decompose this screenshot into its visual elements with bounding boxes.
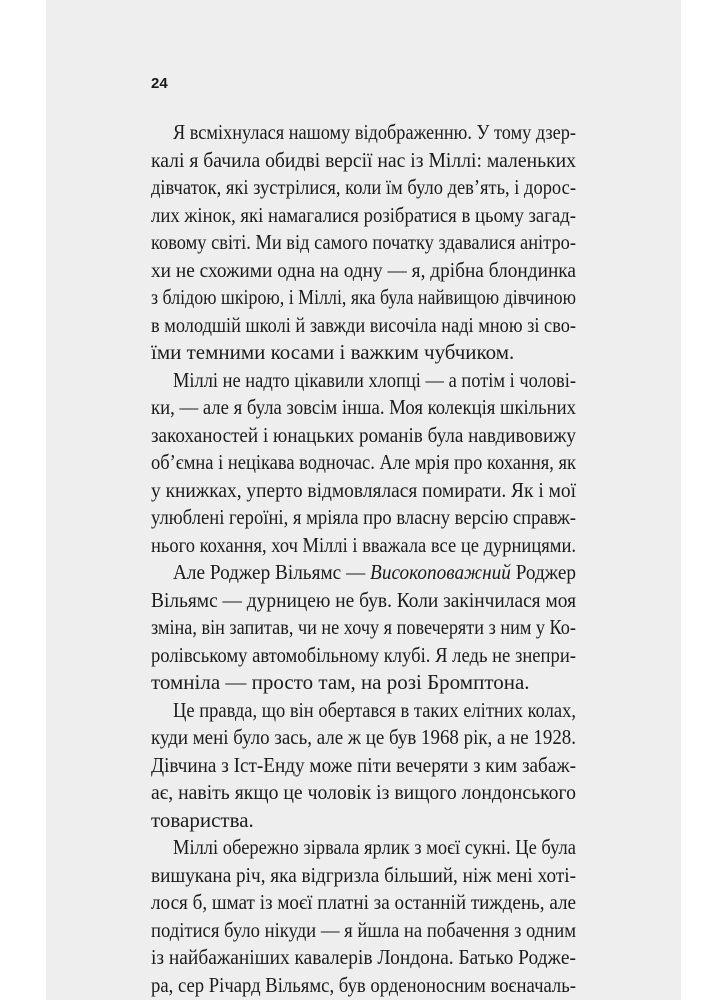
text-line [46,614,681,642]
text-line [46,339,681,367]
text-line-content: улюблені героїні, я мріяла про власну версію справж- [151,505,577,529]
text-line [46,752,681,780]
text-line-content: їми темними косами і важким чубчиком. [151,340,515,364]
text-line-content: закоханостей і юнацьких романів була навдивовижу [151,422,576,447]
text-line-content: Міллі не надто цікавили хлопці — а потім і чолові- [173,367,577,392]
text-line-content: в молодшій школі й завжди височіла наді мною зі сво- [151,312,577,337]
text-line-content: з блідою шкірою, і Міллі, яка була найвищою дівчиною [151,285,577,309]
text-line [46,834,681,862]
text-line-content: вишукана річ, яка відгризла більший, ніж мені хоті- [151,862,576,887]
italic-text-run: Високоповажний [370,560,511,584]
text-line [46,917,681,945]
text-line-content: подітися було нікуди — я йшла на побачення з одним [151,917,576,942]
text-line [46,394,681,422]
page-number: 24 [151,75,168,92]
text-line [46,642,681,670]
text-line [46,312,681,340]
text-line [46,862,681,890]
text-line [46,257,681,285]
text-line-content: зміна, він запитав, чи не хочу я повечеряти з ним у Ко- [151,615,576,639]
text-line [46,972,681,1000]
text-line [46,202,681,230]
text-line [46,559,681,587]
text-line [46,174,681,202]
text-line-content: ролівському автомобільному клубі. Я ледь не знепри- [151,642,577,667]
text-line-content: Я всміхнулася нашому відображенню. У тому дзер- [173,120,576,144]
text-line [46,697,681,725]
text-line-content: у книжках, уперто відмовлялася помирати. Як і мої [151,477,576,502]
text-line-content: ає, навіть якщо це чоловік із вищого лондонського [151,780,577,804]
text-line-content: Міллі обережно зірвала ярлик з моєї сукні. Це була [173,835,576,859]
text-line-content: куди мені було зась, але ж це був 1968 рік, а не 1928. [151,725,577,749]
text-line-content: об’ємна і нецікава водночас. Але мрія про кохання, як [151,450,576,474]
text-line [46,724,681,752]
text-line [46,449,681,477]
text-line [46,477,681,505]
text-line-content: товариства. [151,807,254,832]
text-line-content: ковому світі. Ми від самого початку здавалися анітро- [151,230,576,254]
book-page [46,0,681,1000]
text-line-content: лих жінок, які намагалися розібратися в цьому загад- [151,202,576,227]
text-line-content: Дівчина з Іст-Енду може піти вечеряти з ким забаж- [151,752,576,777]
text-run: Роджер [510,560,577,584]
text-run: Але Роджер Вільямс — [173,560,371,584]
text-line-content: дівчаток, які зустрілися, коли їм було дев’ять, і дорос- [151,175,576,199]
text-line-content: Це правда, що він обертався в таких елітних колах, [173,697,577,722]
text-line [46,532,681,560]
text-line [46,147,681,175]
text-line [46,119,681,147]
text-line [46,367,681,395]
text-line [46,229,681,257]
text-line [46,779,681,807]
text-line [46,587,681,615]
text-line-content: ки, — але я була зовсім інша. Моя колекція шкільних [151,395,576,419]
text-line-content: Вільямс — дурницею не був. Коли закінчилася моя [151,587,577,612]
body-text [46,119,681,999]
text-line [46,422,681,450]
text-line-content: хи не схожими одна на одну — я, дрібна блондинка [151,257,576,282]
text-line-content: із найбажаніших кавалерів Лондона. Батько Роджe- [151,945,576,969]
text-line [46,504,681,532]
text-line-content: томніла — просто там, на розі Бромптона. [151,670,530,694]
text-line [46,889,681,917]
text-line-content: лося б, шмат із моєї платні за останній тиждень, але [151,890,576,914]
text-line-content [173,559,576,587]
text-line [46,669,681,697]
text-line [46,807,681,835]
text-line [46,284,681,312]
text-line [46,944,681,972]
text-line-content: нього кохання, хоч Міллі і вважала все це дурницями. [151,532,577,557]
text-line-content: ра, сер Річард Вільямс, був орденоносним воєначаль- [151,972,576,997]
text-line-content: калі я бачила обидві версії нас із Міллі: маленьких [151,147,576,172]
